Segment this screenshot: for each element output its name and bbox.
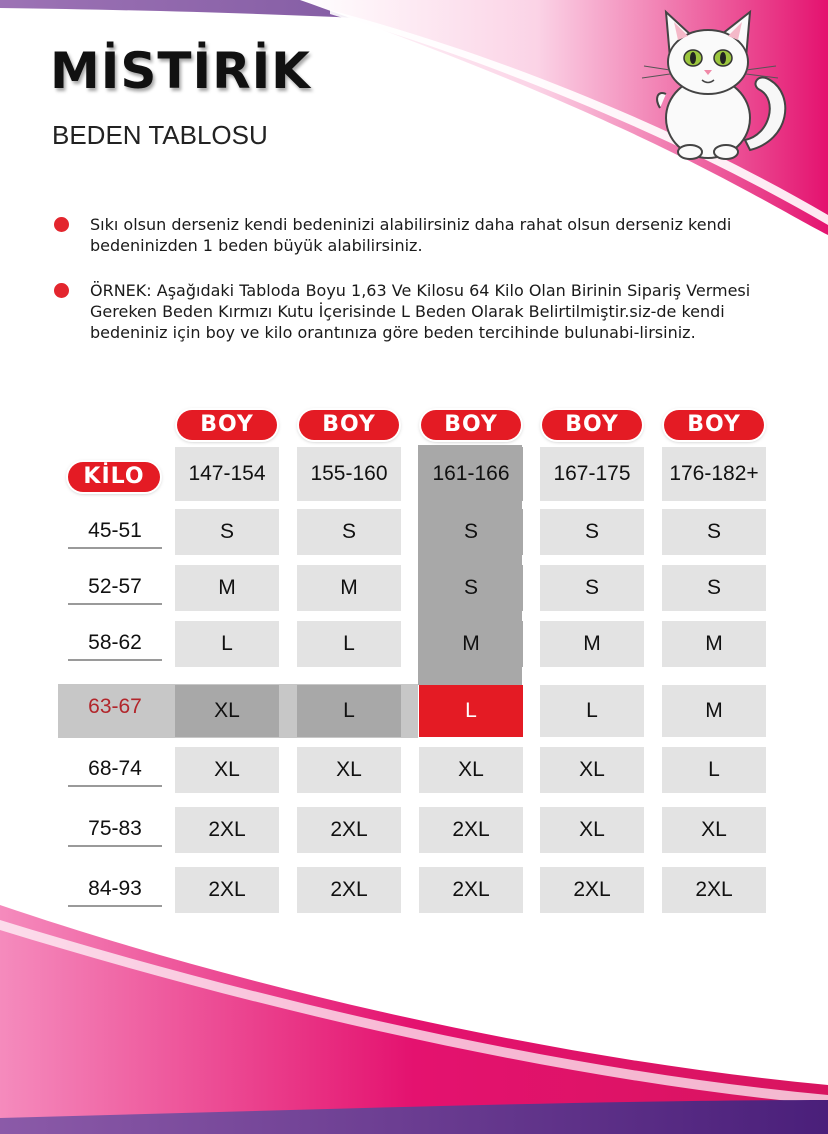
size-cell: M xyxy=(297,565,401,611)
size-cell: S xyxy=(662,565,766,611)
size-cell: L xyxy=(540,685,644,737)
size-cell: S xyxy=(662,509,766,555)
weight-label: 52-57 xyxy=(88,575,142,598)
height-header-cell: 167-175 xyxy=(540,447,644,501)
height-header-cell: 161-166 xyxy=(419,447,523,501)
size-cell: 2XL xyxy=(419,807,523,853)
weight-underline xyxy=(68,659,162,661)
height-header-cell: 155-160 xyxy=(297,447,401,501)
size-cell: M xyxy=(540,621,644,667)
size-cell: M xyxy=(662,621,766,667)
note-sizing-tip xyxy=(54,214,774,256)
size-cell: XL xyxy=(297,747,401,793)
weight-label: 45-51 xyxy=(88,519,142,542)
height-header-cell: 176-182+ xyxy=(662,447,766,501)
weight-label: 58-62 xyxy=(88,631,142,654)
note-example xyxy=(54,280,774,343)
bottom-pink-swoosh xyxy=(0,905,828,1134)
weight-underline xyxy=(68,845,162,847)
size-cell: S xyxy=(297,509,401,555)
boy-header-pill: BOY xyxy=(664,410,764,440)
size-cell: XL xyxy=(175,685,279,737)
weight-underline xyxy=(68,785,162,787)
boy-header-pill: BOY xyxy=(177,410,277,440)
boy-header-pill: BOY xyxy=(299,410,399,440)
bullet-dot-icon xyxy=(54,217,69,232)
kilo-header-pill: KİLO xyxy=(68,462,160,492)
size-cell: XL xyxy=(662,807,766,853)
note-text: ÖRNEK: Aşağıdaki Tabloda Boyu 1,63 Ve Kilosu 64 Kilo Olan Birinin Sipariş Vermesi Gereken Beden Kırmızı Kutu İçerisinde L Beden Olarak Belirtilmiştir.siz-de kendi bedeniniz için boy ve kilo orantınıza göre beden tercihinde bulunabi-lirsiniz. xyxy=(90,281,751,342)
size-cell: 2XL xyxy=(175,867,279,913)
weight-label: 63-67 xyxy=(88,695,142,718)
size-cell: S xyxy=(540,565,644,611)
size-cell: 2XL xyxy=(297,807,401,853)
size-cell: L xyxy=(662,747,766,793)
size-cell: S xyxy=(419,565,523,611)
boy-header-pill: BOY xyxy=(542,410,642,440)
cat-mascot-icon xyxy=(630,0,790,165)
bullet-dot-icon xyxy=(54,283,69,298)
size-cell: S xyxy=(540,509,644,555)
size-cell: 2XL xyxy=(662,867,766,913)
highlighted-size-cell: L xyxy=(419,685,523,737)
size-cell: 2XL xyxy=(540,867,644,913)
size-cell: L xyxy=(297,685,401,737)
size-cell: M xyxy=(419,621,523,667)
size-cell: M xyxy=(662,685,766,737)
size-cell: 2XL xyxy=(419,867,523,913)
size-cell: 2XL xyxy=(297,867,401,913)
height-header-cell: 147-154 xyxy=(175,447,279,501)
weight-underline xyxy=(68,905,162,907)
weight-label: 68-74 xyxy=(88,757,142,780)
size-cell: L xyxy=(175,621,279,667)
size-cell: 2XL xyxy=(175,807,279,853)
page-subtitle: BEDEN TABLOSU xyxy=(52,120,268,150)
weight-underline xyxy=(68,547,162,549)
weight-underline xyxy=(68,603,162,605)
size-cell: S xyxy=(175,509,279,555)
brand-title: MİSTİRİK xyxy=(50,42,311,100)
size-cell: L xyxy=(297,621,401,667)
size-cell: S xyxy=(419,509,523,555)
size-cell: XL xyxy=(540,747,644,793)
size-cell: M xyxy=(175,565,279,611)
size-cell: XL xyxy=(419,747,523,793)
weight-label: 84-93 xyxy=(88,877,142,900)
weight-label: 75-83 xyxy=(88,817,142,840)
boy-header-pill: BOY xyxy=(421,410,521,440)
size-cell: XL xyxy=(540,807,644,853)
note-text: Sıkı olsun derseniz kendi bedeninizi alabilirsiniz daha rahat olsun derseniz kendi bedeninizden 1 beden büyük alabilirsiniz. xyxy=(90,215,732,255)
size-cell: XL xyxy=(175,747,279,793)
